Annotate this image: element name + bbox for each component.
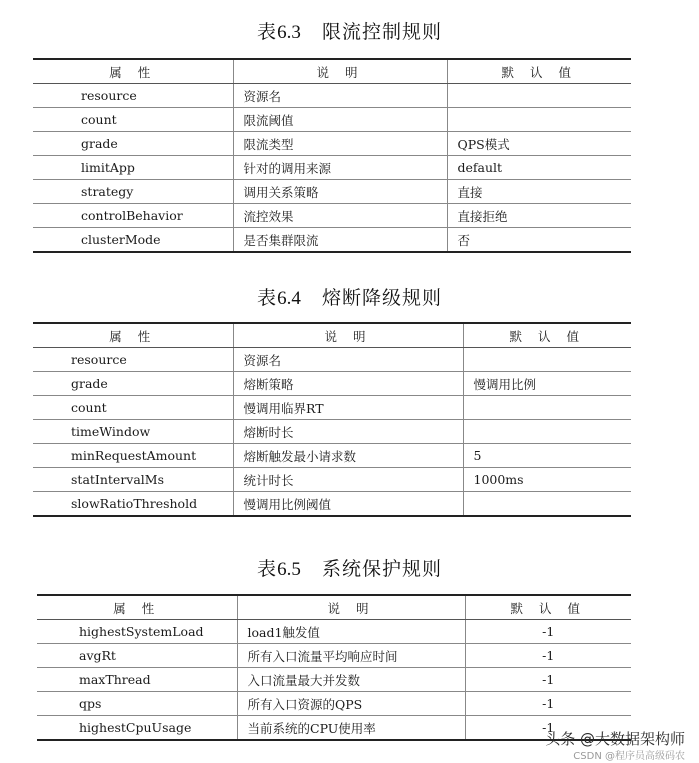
table-row: [37, 716, 631, 741]
cell-attribute: qps: [37, 692, 237, 716]
header-attribute: 属 性: [33, 323, 233, 348]
table-row: [33, 180, 631, 204]
table-row: [37, 668, 631, 692]
cell-description: 统计时长: [233, 468, 463, 492]
cell-description: 资源名: [233, 84, 447, 108]
table-row: [37, 692, 631, 716]
cell-description: 入口流量最大并发数: [237, 668, 465, 692]
title-number: 6.3: [277, 22, 301, 43]
table-row: [37, 620, 631, 644]
cell-description: 限流阈值: [233, 108, 447, 132]
cell-description: 熔断触发最小请求数: [233, 444, 463, 468]
cell-default: -1: [465, 668, 631, 692]
cell-default: -1: [465, 644, 631, 668]
cell-description: 慢调用临界RT: [233, 396, 463, 420]
table-header-row: [33, 59, 631, 84]
title-prefix: 表: [257, 21, 278, 43]
cell-attribute: avgRt: [37, 644, 237, 668]
header-description: 说 明: [233, 59, 447, 84]
cell-attribute: highestCpuUsage: [79, 720, 192, 735]
title-prefix: 表: [257, 287, 278, 309]
cell-description: 调用关系策略: [233, 180, 447, 204]
title-number: 6.4: [277, 288, 301, 309]
cell-default: [463, 420, 631, 444]
table-header-row: [33, 323, 631, 348]
cell-default: 1000ms: [463, 468, 631, 492]
table-6-5-title: [0, 554, 699, 581]
header-description: 说 明: [237, 595, 465, 620]
cell-default: 直接拒绝: [447, 204, 631, 228]
cell-attribute: strategy: [33, 180, 233, 204]
cell-attribute: resource: [33, 84, 233, 108]
cell-default: QPS模式: [447, 132, 631, 156]
cell-attribute: highestSystemLoad: [37, 620, 237, 644]
watermark-sub: CSDN @程序员高级码农: [573, 751, 685, 762]
table-6-3: [33, 58, 631, 253]
title-prefix: 表: [257, 558, 278, 580]
cell-attribute: minRequestAmount: [33, 444, 233, 468]
cell-description: 熔断策略: [233, 372, 463, 396]
header-attribute: 属 性: [33, 59, 233, 84]
cell-default: -1: [465, 692, 631, 716]
table-6-3-title: [0, 17, 699, 44]
table-row: [33, 84, 631, 108]
title-number: 6.5: [277, 559, 301, 580]
table-row: [37, 644, 631, 668]
cell-attribute: count: [33, 108, 233, 132]
cell-default: 5: [463, 444, 631, 468]
cell-description: 资源名: [233, 348, 463, 372]
cell-attribute: timeWindow: [33, 420, 233, 444]
header-default: 默 认 值: [463, 323, 631, 348]
table-6-4-title: [0, 283, 699, 310]
cell-default: [447, 84, 631, 108]
cell-default: [463, 492, 631, 517]
table-6-5: [37, 594, 631, 741]
cell-default: default: [447, 156, 631, 180]
cell-default: -1: [465, 716, 631, 741]
table-row: [33, 372, 631, 396]
cell-attribute: grade: [33, 372, 233, 396]
table-row: [33, 444, 631, 468]
cell-attribute: limitApp: [33, 156, 233, 180]
header-description: 说 明: [233, 323, 463, 348]
header-default: 默 认 值: [447, 59, 631, 84]
table-6-4: [33, 322, 631, 517]
cell-description: 是否集群限流: [233, 228, 447, 253]
cell-default: 否: [447, 228, 631, 253]
cell-description: 慢调用比例阈值: [233, 492, 463, 517]
cell-default: 直接: [447, 180, 631, 204]
table-row: [33, 396, 631, 420]
cell-description: 熔断时长: [233, 420, 463, 444]
cell-default: 慢调用比例: [463, 372, 631, 396]
cell-default: -1: [465, 620, 631, 644]
table-row: [33, 468, 631, 492]
cell-description: 流控效果: [233, 204, 447, 228]
table-row: [33, 204, 631, 228]
cell-attribute: resource: [33, 348, 233, 372]
header-attribute: 属 性: [37, 595, 237, 620]
table-row: [33, 228, 631, 253]
header-default: 默 认 值: [465, 595, 631, 620]
watermark: 头条 @大数据架构师: [545, 730, 685, 748]
cell-default: [463, 348, 631, 372]
table-row: [33, 348, 631, 372]
title-text: 系统保护规则: [321, 558, 442, 580]
cell-attribute: maxThread: [37, 668, 237, 692]
cell-attribute: statIntervalMs: [33, 468, 233, 492]
cell-default: [463, 396, 631, 420]
title-text: 限流控制规则: [321, 21, 442, 43]
cell-default: [447, 108, 631, 132]
cell-description: 针对的调用来源: [233, 156, 447, 180]
cell-description: 限流类型: [233, 132, 447, 156]
cell-attribute: count: [33, 396, 233, 420]
table-row: [33, 132, 631, 156]
title-text: 熔断降级规则: [321, 287, 442, 309]
cell-description: 所有入口资源的QPS: [237, 692, 465, 716]
table-row: [33, 108, 631, 132]
cell-attribute: slowRatioThreshold: [71, 496, 198, 511]
cell-description: 所有入口流量平均响应时间: [237, 644, 465, 668]
cell-attribute: clusterMode: [81, 232, 161, 247]
cell-attribute: controlBehavior: [33, 204, 233, 228]
table-row: [33, 492, 631, 517]
cell-description: load1触发值: [237, 620, 465, 644]
cell-description: 当前系统的CPU使用率: [237, 716, 465, 741]
cell-attribute: grade: [33, 132, 233, 156]
table-row: [33, 156, 631, 180]
table-header-row: [37, 595, 631, 620]
table-row: [33, 420, 631, 444]
